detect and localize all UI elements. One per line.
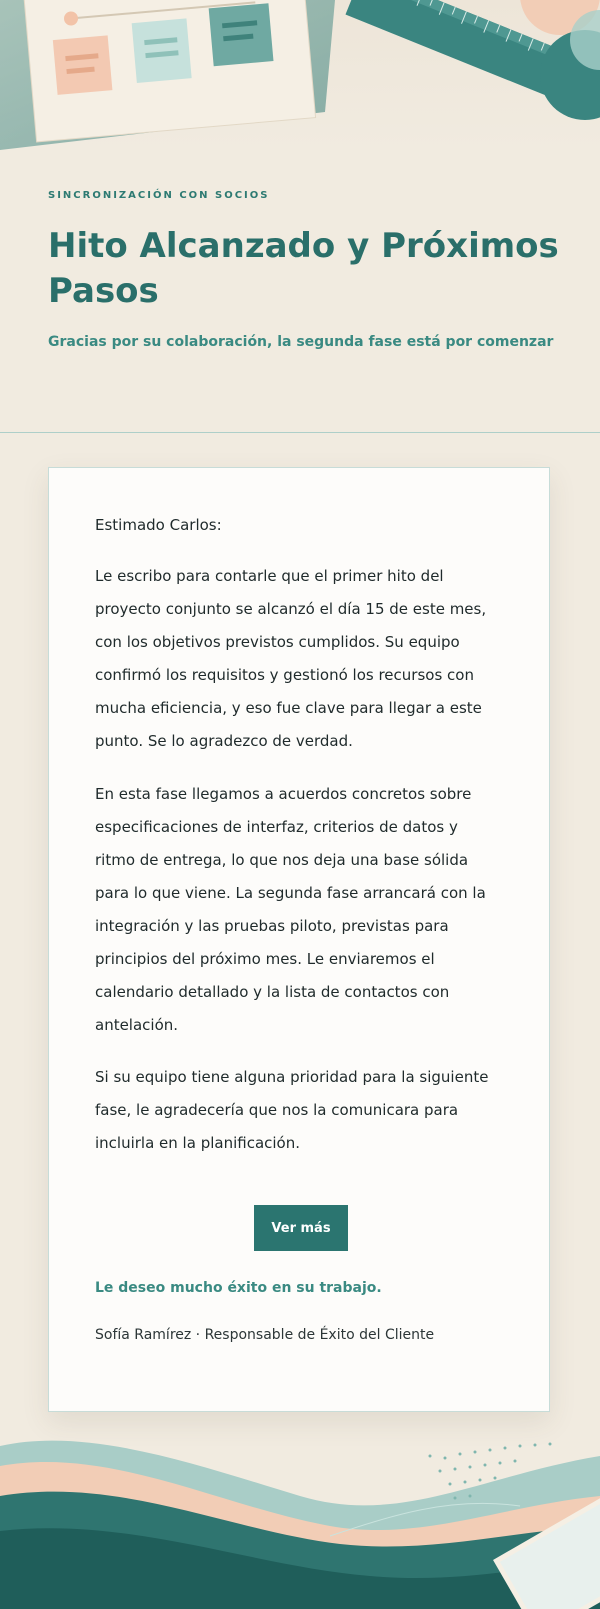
letter-closing: Le deseo mucho éxito en su trabajo. <box>95 1280 382 1296</box>
letter-paragraph: En esta fase llegamos a acuerdos concretos sobre especificaciones de interfaz, criterios de datos y ritmo de entrega, lo que nos deja una base sólida para lo que viene. La segunda fase arrancará con la integración y las pruebas piloto, previstas para principios del próximo mes. Le enviaremos el calendario detallado y la lista de contactos con antelación. <box>95 785 486 1034</box>
letter-signature: Sofía Ramírez · Responsable de Éxito del Cliente <box>95 1327 435 1343</box>
header-divider <box>0 432 600 433</box>
page-title: Hito Alcanzado y Próximos Pasos <box>48 226 559 311</box>
letter-paragraph: Le escribo para contarle que el primer hito del proyecto conjunto se alcanzó el día 15 de este mes, con los objetivos previstos cumplidos. Su equipo confirmó los requisitos y gestionó los recursos con mucha eficiencia, y eso fue clave para llegar a este punto. Se lo agradezco de verdad. <box>95 567 487 750</box>
letter-card <box>48 467 550 1412</box>
letter-greeting: Estimado Carlos: <box>95 516 222 534</box>
ver-mas-button[interactable]: Ver más <box>254 1205 348 1251</box>
hero-illustration <box>0 0 600 170</box>
hero-header <box>0 0 600 432</box>
letter-paragraph: Si su equipo tiene alguna prioridad para la siguiente fase, le agradecería que nos la comunicara para incluirla en la planificación. <box>95 1068 489 1152</box>
page-subtitle: Gracias por su colaboración, la segunda fase está por comenzar <box>48 334 554 350</box>
footer-illustration <box>0 1436 600 1609</box>
eyebrow-label: SINCRONIZACIÓN CON SOCIOS <box>48 190 270 201</box>
